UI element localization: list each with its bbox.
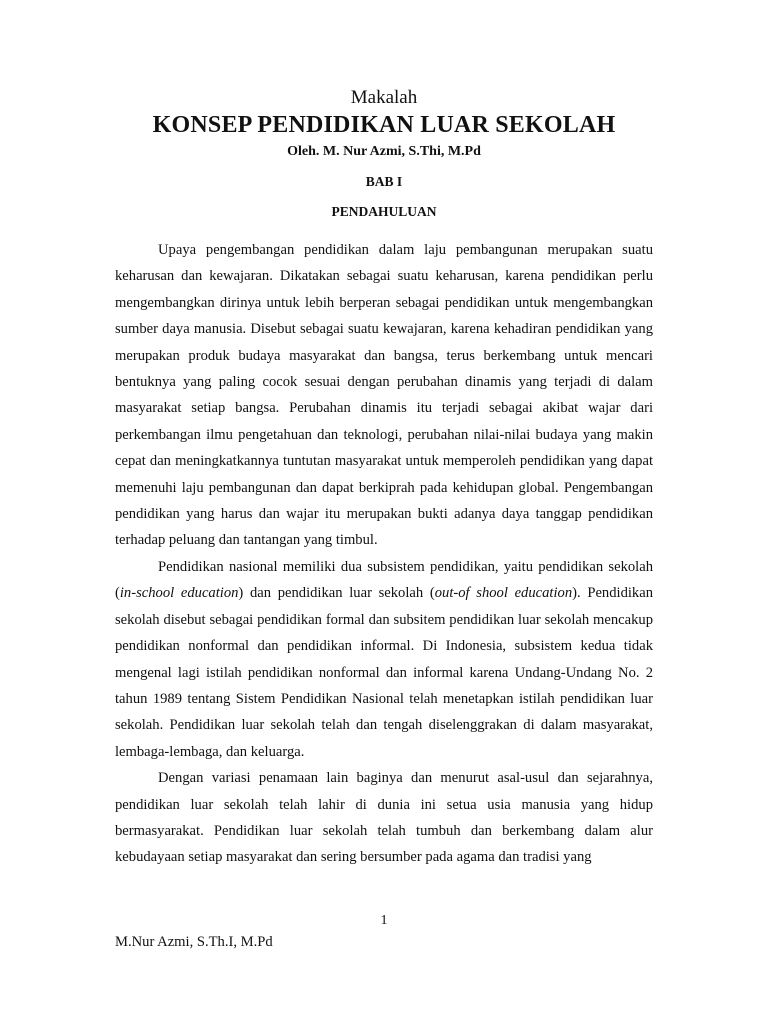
italic-term-in-school: in-school education — [119, 585, 239, 602]
page-footer: M.Nur Azmi, S.Th.I, M.Pd — [115, 934, 273, 950]
document-header — [0, 86, 768, 222]
document-type: Makalah — [350, 87, 418, 108]
body-text — [115, 237, 653, 871]
paragraph-2 — [115, 554, 653, 765]
paragraph-2-text-1: Pendidikan nasional memiliki dua subsistem pendidikan, yaitu pendidikan sekolah ( — [115, 558, 653, 602]
paragraph-2-text-2: ) dan pendidikan luar sekolah ( — [238, 585, 435, 602]
document-title: KONSEP PENDIDIKAN LUAR SEKOLAH — [152, 112, 616, 138]
italic-term-out-of-school: out-of shool education — [434, 585, 573, 602]
chapter-heading: BAB I — [365, 174, 403, 189]
author-line: Oleh. M. Nur Azmi, S.Thi, M.Pd — [287, 144, 481, 159]
paragraph-2-text-3: ). Pendidikan sekolah disebut sebagai pendidikan formal dan subsitem pendidikan luar sekolah mencakup pendidikan nonformal dan pendidikan informal. Di Indonesia, subsistem kedua tidak mengenal lagi istilah pendidikan nonformal dan informal karena Undang-Undang No. 2 tahun 1989 tentang Sistem Pendidikan Nasional telah menetapkan istilah pendidikan luar sekolah. Pendidikan luar sekolah telah dan tengah diselenggrakan di dalam masyarakat, lembaga-lembaga, dan keluarga. — [115, 585, 653, 760]
paragraph-1: Upaya pengembangan pendidikan dalam laju pembangunan merupakan suatu keharusan dan kewajaran. Dikatakan sebagai suatu keharusan, karena pendidikan perlu mengembangkan dirinya untuk lebih berperan sebagai pendidikan untuk mengembangkan sumber daya manusia. Disebut sebagai suatu kewajaran, karena kehadiran pendidikan yang merupakan produk budaya masyarakat dan bangsa, terus berkembang untuk mencari bentuknya yang paling cocok sesuai dengan perubahan dinamis yang terjadi di dalam masyarakat setiap bangsa. Perubahan dinamis itu terjadi sebagai akibat wajar dari perkembangan ilmu pengetahuan dan teknologi, perubahan nilai-nilai budaya yang makin cepat dan meningkatkannya tuntutan masyarakat untuk memperoleh pendidikan yang dapat memenuhi laju pembangunan dan dapat berkiprah pada kehidupan global. Pengembangan pendidikan yang harus dan wajar itu merupakan bukti adanya daya tanggap pendidikan terhadap peluang dan tantangan yang timbul. — [115, 242, 653, 549]
section-heading: PENDAHULUAN — [331, 204, 437, 219]
page-number: 1 — [380, 913, 388, 928]
paragraph-3: Dengan variasi penamaan lain baginya dan menurut asal-usul dan sejarahnya, pendidikan luar sekolah telah lahir di dunia ini setua usia manusia yang hidup bermasyarakat. Pendidikan luar sekolah telah tumbuh dan berkembang dalam alur kebudayaan setiap masyarakat dan sering bersumber pada agama dan tradisi yang — [115, 770, 653, 866]
